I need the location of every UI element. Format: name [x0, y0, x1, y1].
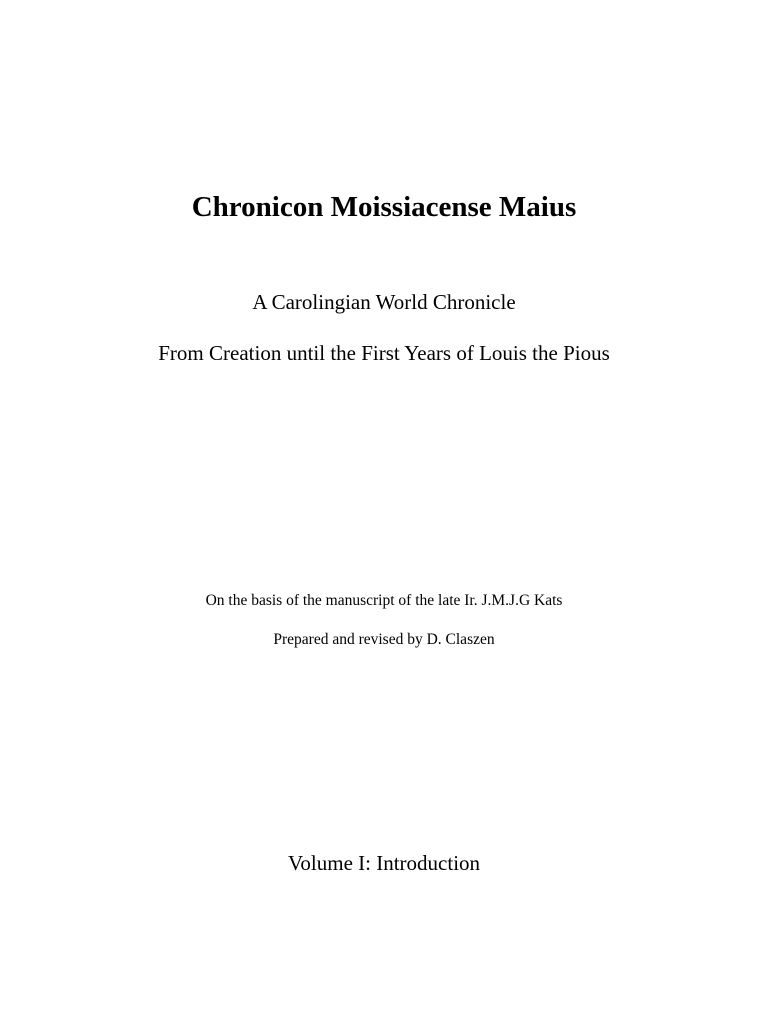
manuscript-basis-note: On the basis of the manuscript of the late Ir. J.M.J.G Kats: [205, 592, 563, 609]
book-subtitle-range: From Creation until the First Years of Louis the Pious: [158, 341, 610, 365]
book-subtitle: A Carolingian World Chronicle: [252, 290, 516, 314]
book-title: Chronicon Moissiacense Maius: [191, 191, 577, 223]
editor-credit: Prepared and revised by D. Claszen: [273, 631, 495, 648]
volume-label: Volume I: Introduction: [287, 851, 481, 875]
